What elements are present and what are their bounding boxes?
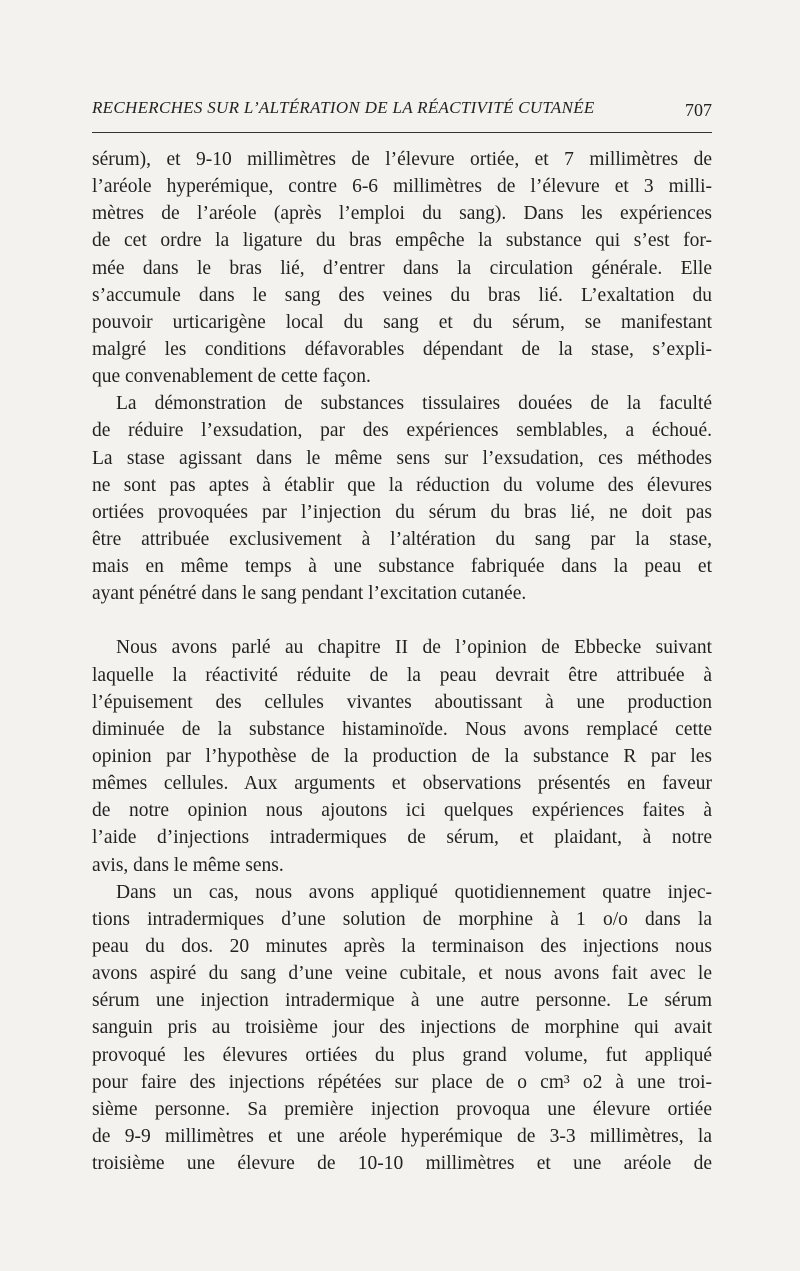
text-line: ne sont pas aptes à établir que la réduction du volume des élevures (92, 474, 712, 496)
text-line: tions intradermiques d’une solution de morphine à 1 o/o dans la (92, 908, 712, 930)
text-line: troisième une élevure de 10-10 millimètres et une aréole de (92, 1153, 712, 1175)
text-line: avis, dans le même sens. (92, 854, 284, 876)
text-line: provoqué les élevures ortiées du plus grand volume, fut appliqué (92, 1044, 712, 1066)
paragraph (92, 634, 712, 878)
paragraph (92, 146, 712, 390)
header-rule (92, 132, 712, 133)
paragraph (92, 390, 712, 607)
text-line: être attribuée exclusivement à l’altération du sang par la stase, (92, 528, 712, 550)
text-line: de cet ordre la ligature du bras empêche la substance qui s’est for- (92, 230, 712, 252)
text-line: laquelle la réactivité réduite de la peau devrait être attribuée à (92, 664, 712, 686)
text-line: diminuée de la substance histaminoïde. Nous avons remplacé cette (92, 718, 712, 740)
text-line: l’aréole hyperémique, contre 6-6 millimètres de l’élevure et 3 milli- (92, 176, 712, 198)
text-line: La démonstration de substances tissulaires douées de la faculté (116, 393, 712, 415)
text-line: de notre opinion nous ajoutons ici quelques expériences faites à (92, 800, 712, 822)
text-line: ayant pénétré dans le sang pendant l’excitation cutanée. (92, 583, 527, 605)
text-line: mée dans le bras lié, d’entrer dans la circulation générale. Elle (92, 257, 712, 279)
text-line: Nous avons parlé au chapitre II de l’opinion de Ebbecke suivant (116, 637, 712, 659)
body-text (92, 146, 712, 1177)
page-number: 707 (685, 100, 712, 120)
text-line: s’accumule dans le sang des veines du bras lié. L’exaltation du (92, 284, 712, 306)
text-line: de réduire l’exsudation, par des expériences semblables, a échoué. (92, 420, 712, 442)
text-line: l’épuisement des cellules vivantes aboutissant à une production (92, 691, 712, 713)
text-line: malgré les conditions défavorables dépendant de la stase, s’expli- (92, 338, 712, 360)
paragraph-gap (92, 607, 712, 634)
paragraph (92, 879, 712, 1178)
text-line: sième personne. Sa première injection provoqua une élevure ortiée (92, 1098, 712, 1120)
text-line: ortiées provoquées par l’injection du sérum du bras lié, ne doit pas (92, 501, 712, 523)
text-line: l’aide d’injections intradermiques de sérum, et plaidant, à notre (92, 827, 712, 849)
text-line: Dans un cas, nous avons appliqué quotidiennement quatre injec- (116, 881, 712, 903)
text-line: La stase agissant dans le même sens sur l’exsudation, ces méthodes (92, 447, 712, 469)
text-line: mêmes cellules. Aux arguments et observations présentés en faveur (92, 773, 712, 795)
text-line: opinion par l’hypothèse de la production de la substance R par les (92, 745, 712, 767)
text-line: sanguin pris au troisième jour des injections de morphine qui avait (92, 1017, 712, 1039)
text-line: pour faire des injections répétées sur place de o cm³ o2 à une troi- (92, 1071, 712, 1093)
text-line: avons aspiré du sang d’une veine cubitale, et nous avons fait avec le (92, 963, 712, 985)
text-line: mètres de l’aréole (après l’emploi du sang). Dans les expériences (92, 203, 712, 225)
text-line: que convenablement de cette façon. (92, 366, 371, 388)
text-line: mais en même temps à une substance fabriquée dans la peau et (92, 556, 712, 578)
running-head (92, 98, 712, 124)
text-line: pouvoir urticarigène local du sang et du sérum, se manifestant (92, 311, 712, 333)
text-line: sérum), et 9-10 millimètres de l’élevure ortiée, et 7 millimètres de (92, 149, 712, 170)
text-line: sérum une injection intradermique à une autre personne. Le sérum (92, 990, 712, 1012)
text-line: de 9-9 millimètres et une aréole hyperémique de 3-3 millimètres, la (92, 1125, 712, 1147)
text-line: peau du dos. 20 minutes après la terminaison des injections nous (92, 935, 712, 957)
running-title: RECHERCHES SUR L’ALTÉRATION DE LA RÉACTIVITÉ CUTANÉE (92, 98, 595, 117)
